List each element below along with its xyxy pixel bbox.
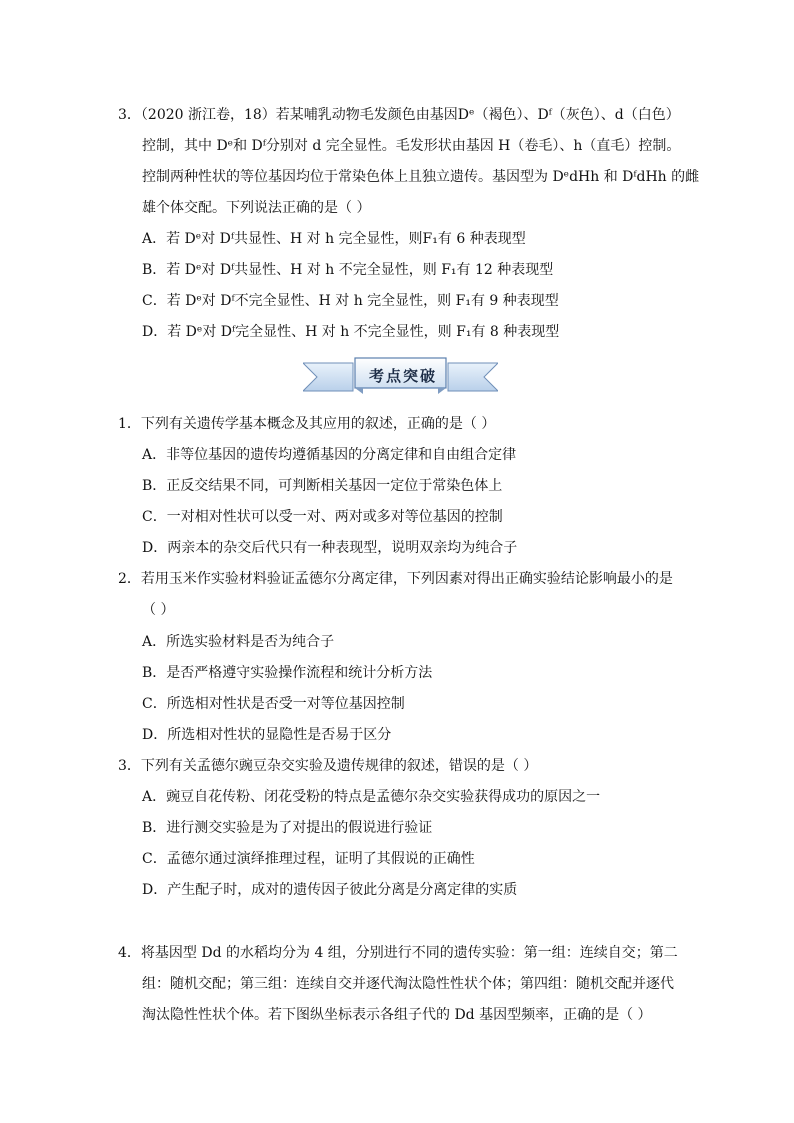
question-1-option-c: C．一对相对性状可以受一对、两对或多对等位基因的控制 <box>142 509 503 525</box>
question-3-option-a: A．豌豆自花传粉、闭花受粉的特点是孟德尔杂交实验获得成功的原因之一 <box>142 789 601 805</box>
question-4-stem-line-3: 淘汰隐性性状个体。若下图纵坐标表示各组子代的 Dd 基因型频率，正确的是（ ） <box>142 1007 652 1023</box>
question-2-stem-line-2: （ ） <box>142 602 175 618</box>
question-4-stem-line-1: 4．将基因型 Dd 的水稻均分为 4 组，分别进行不同的遗传实验：第一组：连续自交；第二 <box>118 945 678 961</box>
question-3-option-c: C．孟德尔通过演绎推理过程，证明了其假说的正确性 <box>142 851 475 867</box>
prev-question-line-3: 控制两种性状的等位基因均位于常染色体上且独立遗传。基因型为 DᵉdHh 和 DᶠdHh 的雌 <box>142 169 700 185</box>
prev-question-option-c: C．若 Dᵉ对 Dᶠ不完全显性、H 对 h 完全显性，则 F₁有 9 种表现型 <box>142 293 559 309</box>
prev-question-option-a: A．若 Dᵉ对 Dᶠ共显性、H 对 h 完全显性，则F₁有 6 种表现型 <box>142 231 526 247</box>
prev-question-option-d: D．若 Dᵉ对 Dᶠ完全显性、H 对 h 不完全显性，则 F₁有 8 种表现型 <box>142 324 560 340</box>
prev-question-line-1: 3．（2020 浙江卷，18）若某哺乳动物毛发颜色由基因Dᵉ（褐色）、Dᶠ（灰色）、d（白色） <box>118 107 680 123</box>
question-2-stem-line-1: 2．若用玉米作实验材料验证孟德尔分离定律，下列因素对得出正确实验结论影响最小的是 <box>118 571 673 587</box>
question-4-stem-line-2: 组：随机交配；第三组：连续自交并逐代淘汰隐性性状个体；第四组：随机交配并逐代 <box>142 976 674 992</box>
question-1-option-d: D．两亲本的杂交后代只有一种表现型，说明双亲均为纯合子 <box>142 540 518 556</box>
question-2-option-b: B．是否严格遵守实验操作流程和统计分析方法 <box>142 665 433 681</box>
question-3-option-b: B．进行测交实验是为了对提出的假说进行验证 <box>142 820 433 836</box>
section-banner-title: 考点突破 <box>368 366 437 385</box>
question-2-option-a: A．所选实验材料是否为纯合子 <box>142 634 335 650</box>
prev-question-line-2: 控制，其中 Dᵉ和 Dᶠ分别对 d 完全显性。毛发形状由基因 H（卷毛）、h（直毛）控制。 <box>142 138 681 154</box>
prev-question-line-4: 雄个体交配。下列说法正确的是（ ） <box>142 200 371 216</box>
question-1-stem: 1．下列有关遗传学基本概念及其应用的叙述，正确的是（ ） <box>118 416 496 432</box>
question-1-option-b: B．正反交结果不同，可判断相关基因一定位于常染色体上 <box>142 478 503 494</box>
question-3-option-d: D．产生配子时，成对的遗传因子彼此分离是分离定律的实质 <box>142 882 518 898</box>
question-2-option-d: D．所选相对性状的显隐性是否易于区分 <box>142 727 392 743</box>
question-3-stem: 3．下列有关孟德尔豌豆杂交实验及遗传规律的叙述，错误的是（ ） <box>118 758 538 774</box>
prev-question-option-b: B．若 Dᵉ对 Dᶠ共显性、H 对 h 不完全显性，则 F₁有 12 种表现型 <box>142 262 554 278</box>
question-1-option-a: A．非等位基因的遗传均遵循基因的分离定律和自由组合定律 <box>142 447 517 463</box>
question-2-option-c: C．所选相对性状是否受一对等位基因控制 <box>142 696 405 712</box>
